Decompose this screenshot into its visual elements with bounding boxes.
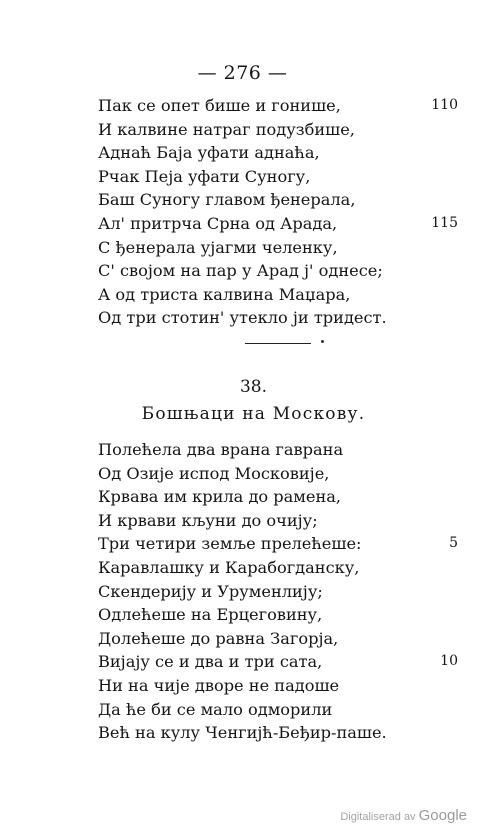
verse-line [98, 674, 458, 698]
poem-number: 38. [239, 377, 268, 397]
verse-text: Да ће би се мало одморили [98, 699, 333, 719]
line-number: 5 [449, 535, 458, 552]
verse-text: Одлећеше на Ерцеговину, [98, 605, 323, 625]
verse-line [98, 165, 458, 189]
verse-text: Аднаћ Баја уфати аднаћа, [98, 143, 320, 163]
verse-line [98, 580, 458, 604]
verse-line [98, 603, 458, 627]
verse-text: И крвави кљуни до очију; [98, 510, 318, 530]
verse-text: Вијају се и два и три сата, [98, 652, 323, 672]
section-divider [245, 343, 311, 344]
verse-line [98, 721, 458, 745]
verse-text: Крвава им крила до рамена, [98, 487, 342, 507]
verse-line [98, 650, 458, 674]
verse-line [98, 236, 458, 260]
verse-line [98, 485, 458, 509]
stanza-two [98, 438, 458, 745]
verse-text: Већ на кулу Ченгијћ-Беђир-паше. [98, 723, 387, 743]
verse-line [98, 462, 458, 486]
verse-line [98, 556, 458, 580]
verse-text: Пак се опет бише и гонише, [98, 96, 341, 115]
verse-line [98, 212, 458, 236]
verse-line [98, 141, 458, 165]
verse-line [98, 188, 458, 212]
verse-text: Скендерију и Уруменлију; [98, 581, 323, 601]
verse-text: Полећела два врана гаврана [98, 440, 344, 459]
watermark-brand: Google [418, 807, 467, 824]
watermark-prefix: Digitaliserad av [340, 811, 416, 823]
divider-dot [321, 340, 324, 343]
verse-text: Баш Суногу главом ђенерала, [98, 190, 356, 210]
verse-text: И калвине натраг подузбише, [98, 119, 355, 139]
verse-text: Ал' притрча Срна од Арада, [98, 213, 338, 233]
verse-text: Три четири земље прелећеше: [98, 534, 362, 554]
digitization-watermark [340, 807, 467, 824]
verse-text: Од Озије испод Московије, [98, 463, 330, 483]
verse-text: А од триста калвина Маџара, [98, 284, 351, 304]
verse-line [98, 509, 458, 533]
line-number: 115 [431, 214, 458, 231]
verse-text: С' својом на пар у Арад ј' однесе; [98, 261, 383, 281]
line-number: 110 [431, 97, 458, 113]
poem-title: Бошњаци на Москову. [141, 404, 366, 424]
line-number: 10 [440, 653, 458, 670]
verse-text: Ни на чије дворе не падоше [98, 675, 340, 695]
verse-line [98, 259, 458, 283]
verse-text: Рчак Пеја уфати Суногу, [98, 166, 311, 186]
page-number: — 276 — [197, 62, 288, 84]
verse-line [98, 627, 458, 651]
verse-line [98, 438, 458, 462]
stanza-one [98, 94, 458, 330]
verse-line [98, 283, 458, 307]
verse-line [98, 118, 458, 142]
verse-line [98, 306, 458, 330]
verse-text: Каравлашку и Карабогданску, [98, 557, 360, 577]
verse-text: Од три стотин' утекло ји тридест. [98, 308, 387, 328]
verse-line [98, 532, 458, 556]
verse-line [98, 698, 458, 722]
verse-line [98, 94, 458, 118]
verse-text: С ђенерала ујагми челенку, [98, 237, 338, 257]
verse-text: Долећеше до равна Загорја, [98, 628, 339, 648]
